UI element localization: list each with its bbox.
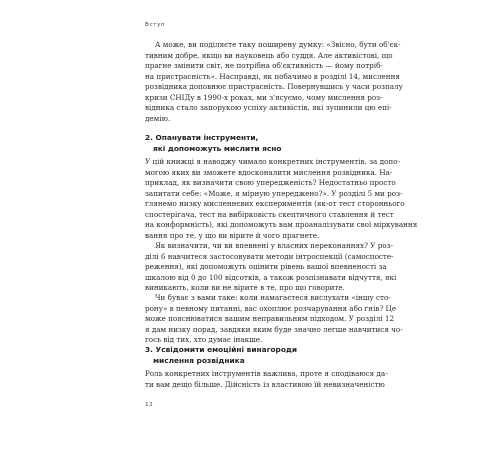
heading-line: 3. Усвідомити емоційні винагороди <box>145 345 298 354</box>
text-line: приклад, як визначити свою упередженість? Недостатньо просто <box>145 178 396 187</box>
paragraph-emotional-rewards <box>145 369 388 390</box>
text-line: У цій книжці я наводжу чимало конкретних інструментів, за допо- <box>145 157 400 166</box>
section-heading-3 <box>145 345 375 366</box>
text-line: я дам низку порад, завдяки яким буде значно легше навчитися чо- <box>145 324 403 334</box>
paragraph-tools <box>145 157 418 241</box>
text-line: виникають, коли ви не вірите в те, про що говорите. <box>145 283 345 292</box>
text-line: ділі 6 навчитеся застосовувати методи інтроспекції (самоспосте- <box>145 251 394 261</box>
text-line: Роль конкретних інструментів важлива, проте я сподіваюся да- <box>145 369 388 378</box>
text-line: Чи буває з вами таке: коли намагаєтеся вислухати «іншу сто- <box>155 293 391 302</box>
text-line: спостерігача, тест на вибірковість скептичного ставлення й тест <box>145 209 394 219</box>
text-line: розвідника доповнює пристрасність. Повернувшись у часи розпалу <box>145 82 403 91</box>
text-line: шкалою від 0 до 100 відсотків, а також розпізнавати відчуття, які <box>145 272 397 282</box>
text-line: ти вам дещо більше. Дійсність із властивою їй невизначеністю <box>145 379 385 389</box>
text-line: кризи СНІДу в 1990-х роках, ми з'ясуємо, чому мислення роз- <box>145 92 383 102</box>
text-line: глянемо низку мисленнєвих експериментів (як-от тест стороннього <box>145 199 405 208</box>
text-line: на пристрасність». Насправді, як побачимо в розділі 14, мислення <box>145 71 400 81</box>
text-line: А може, ви поділяєте таку поширену думку: «Звісно, бути об'єк- <box>155 40 401 49</box>
heading-line: 2. Опанувати інструменти, <box>145 133 259 142</box>
heading-line: мислення розвідника <box>153 355 245 365</box>
text-line: тивним добре, якщо ви науковець або суддя. Але активістові, що <box>145 50 393 60</box>
text-line: може пояснюватися вашим неправильним підходом. У розділі 12 <box>145 314 395 323</box>
text-line: реження), які допоможуть оцінити рівень вашої впевненості за <box>145 262 387 271</box>
heading-line: які допоможуть мислити ясно <box>153 143 282 153</box>
text-line: прагне змінити світ, не потрібна об'єктивність — йому потріб- <box>145 61 383 70</box>
text-line: демію. <box>145 113 171 123</box>
text-line: могою яких ви зможете вдосконалити мислення розвідника. На- <box>145 167 393 177</box>
paragraph-intro <box>145 40 403 124</box>
paragraph-confidence <box>145 241 397 294</box>
text-line: рону» в певному питанні, вас охоплює розчарування або гнів? Це <box>145 303 397 313</box>
text-line: відника стало запорукою успіху активістів, які зупинили цю епі- <box>145 103 392 112</box>
text-line: вання про те, у що ви вірите й чого прагнете. <box>145 230 320 240</box>
page-number: 12 <box>145 402 154 408</box>
running-head: Вступ <box>145 22 166 28</box>
section-heading-2 <box>145 133 375 154</box>
text-line: на конформність), які допоможуть вам проаналізувати свої міркування <box>145 220 418 229</box>
paragraph-other-side <box>145 293 403 346</box>
text-line: Як визначити, чи ви впевнені у власних переконаннях? У роз- <box>155 241 394 250</box>
text-line: гось від тих, хто думає інакше. <box>145 335 263 344</box>
text-line: запитати себе: «Може, я мірную упереджено?». У розділі 5 ми роз- <box>145 188 403 198</box>
